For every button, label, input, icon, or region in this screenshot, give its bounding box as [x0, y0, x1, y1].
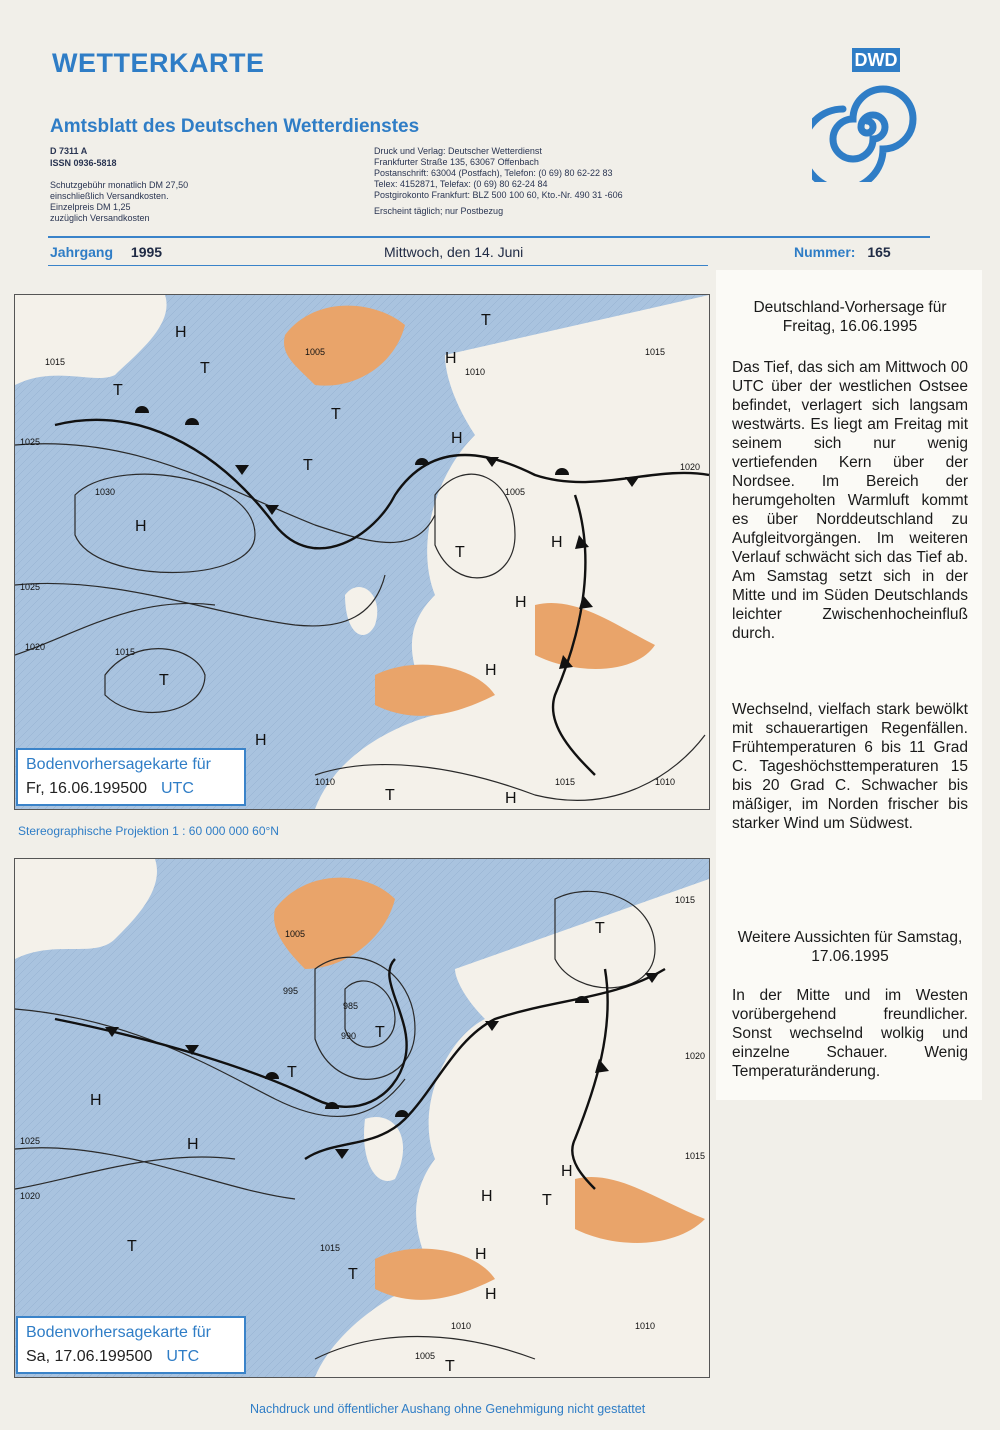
isobar-value: 1020 — [685, 1051, 706, 1061]
publisher-line: Druck und Verlag: Deutscher Wetterdienst — [374, 146, 542, 156]
isobar-value: 1015 — [45, 357, 66, 367]
pressure-high: H — [505, 790, 517, 807]
isobar-value: 985 — [343, 1001, 359, 1011]
map2-caption-date — [26, 1348, 236, 1366]
isobar-value: 1005 — [305, 347, 326, 357]
outlook-paragraph: In der Mitte und im Westen vorübergehend freundlicher. Sonst wechselnd wolkig und einzelne Schauer. Wenig Temperaturänderung. — [732, 987, 968, 1080]
pressure-high: H — [485, 1286, 497, 1303]
pressure-high: H — [481, 1188, 493, 1205]
dwd-logo-text: DWD — [852, 48, 900, 72]
publisher-line: Frankfurter Straße 135, 63067 Offenbach — [374, 157, 539, 167]
forecast-paragraph-1: Das Tief, das sich am Mittwoch 00 UTC über der westlichen Ostsee befindet, verlagert sich langsam westwärts. Es liegt am Freitag mit seinem sich nur wenig vertiefenden Kern über der Nordsee. Im Bereich der herumgeholten Warmluft kommt es über Norddeutschland zu Aufgleitvorgängen. Im weiteren Verlauf schwächt sich das Tief ab. Am Samstag setzt sich in der Mitte und im Süden Deutschlands leichter Zwischenhocheinfluß durch. — [732, 359, 968, 642]
year-label: Jahrgang — [50, 244, 114, 260]
pressure-low: T — [481, 312, 491, 329]
isobar-value: 1030 — [95, 487, 116, 497]
map1-caption-date — [26, 780, 236, 798]
footer-note: Nachdruck und öffentlicher Aushang ohne Genehmigung nicht gestattet — [250, 1402, 646, 1416]
projection-note: Stereographische Projektion 1 : 60 000 000 60°N — [18, 824, 279, 838]
fee-line: zuzüglich Versandkosten — [50, 213, 150, 223]
pressure-high: H — [175, 324, 187, 341]
pressure-low: T — [331, 406, 341, 423]
pressure-low: T — [127, 1238, 137, 1255]
isobar-value: 1015 — [115, 647, 136, 657]
header-rule-bottom — [48, 265, 708, 266]
isobar-value: 1010 — [635, 1321, 656, 1331]
pressure-low: T — [385, 787, 395, 804]
pressure-high: H — [135, 518, 147, 535]
outlook-heading: Weitere Aussichten für Samstag, 17.06.1995 — [737, 929, 963, 965]
pressure-low: T — [375, 1024, 385, 1041]
pressure-low: T — [445, 1358, 455, 1375]
map1-date: Fr, 16.06.199500 — [26, 780, 147, 797]
isobar-value: 1010 — [655, 777, 676, 787]
pressure-high: H — [551, 534, 563, 551]
isobar-value: 1015 — [645, 347, 666, 357]
publisher-line: Postgirokonto Frankfurt: BLZ 500 100 60, Kto.-Nr. 490 31 -606 — [374, 190, 623, 200]
isobar-value: 1015 — [555, 777, 576, 787]
forecast-heading: Deutschland-Vorhersage für Freitag, 16.06.1995 — [753, 299, 947, 335]
isobar-value: 1020 — [20, 1191, 41, 1201]
map1-svg — [15, 295, 709, 809]
issue-date: Mittwoch, den 14. Juni — [384, 244, 524, 260]
issn: ISSN 0936-5818 — [50, 158, 117, 168]
pressure-high: H — [451, 430, 463, 447]
isobar-value: 990 — [341, 1031, 357, 1041]
page-subtitle: Amtsblatt des Deutschen Wetterdienstes — [50, 116, 420, 137]
isobar-value: 1005 — [415, 1351, 436, 1361]
fee-info — [50, 180, 188, 224]
forecast-paragraph-2: Wechselnd, vielfach stark bewölkt mit schauerartigen Regenfällen. Frühtemperaturen 6 bis 11 Grad C. Tageshöchsttemperaturen 15 bis 20 Grad C. Schwacher bis mäßiger, im Norden frischer bis starker Wind um Südwest. — [732, 701, 968, 832]
publisher-line: Postanschrift: 63004 (Postfach), Telefon: (0 69) 80 62-22 83 — [374, 168, 613, 178]
isobar-value: 1025 — [20, 437, 41, 447]
publisher-info — [374, 146, 623, 217]
number-value: 165 — [867, 244, 891, 260]
pressure-low: T — [348, 1266, 358, 1283]
isobar-value: 1010 — [451, 1321, 472, 1331]
isobar-value: 1005 — [505, 487, 526, 497]
year-field — [50, 244, 162, 260]
pressure-low: T — [200, 360, 210, 377]
pressure-high: H — [485, 662, 497, 679]
pressure-low: T — [455, 544, 465, 561]
map2-svg — [15, 859, 709, 1377]
number-label: Nummer: — [794, 244, 856, 260]
map2-utc: UTC — [166, 1348, 200, 1365]
isobar-value: 1025 — [20, 1136, 41, 1146]
dwd-spiral-icon — [812, 72, 922, 182]
map1-caption — [16, 748, 246, 806]
pressure-high: H — [255, 732, 267, 749]
isobar-value: 1020 — [680, 462, 701, 472]
pressure-low: T — [113, 382, 123, 399]
pressure-high: H — [445, 350, 457, 367]
pressure-high: H — [515, 594, 527, 611]
isobar-value: 1005 — [285, 929, 306, 939]
year-value: 1995 — [130, 244, 163, 260]
forecast-map-friday — [14, 294, 710, 810]
map2-caption-title: Bodenvorhersagekarte für — [26, 1324, 211, 1341]
pressure-high: H — [561, 1163, 573, 1180]
schedule-line: Erscheint täglich; nur Postbezug — [374, 206, 504, 216]
forecast-map-saturday — [14, 858, 710, 1378]
isobar-value: 1015 — [675, 895, 696, 905]
pressure-high: H — [90, 1092, 102, 1109]
pressure-high: H — [475, 1246, 487, 1263]
isobar-value: 1010 — [315, 777, 336, 787]
pressure-high: H — [187, 1136, 199, 1153]
map2-date: Sa, 17.06.199500 — [26, 1348, 153, 1365]
fee-line: Schutzgebühr monatlich DM 27,50 — [50, 180, 189, 190]
fee-line: einschließlich Versandkosten. — [50, 191, 169, 201]
isobar-value: 1010 — [465, 367, 486, 377]
publisher-line: Telex: 4152871, Telefax: (0 69) 80 62-24 84 — [374, 179, 548, 189]
header-rule-top — [48, 236, 930, 238]
isobar-value: 1015 — [685, 1151, 706, 1161]
pressure-low: T — [159, 672, 169, 689]
pressure-low: T — [303, 457, 313, 474]
publication-code: D 7311 A — [50, 146, 88, 156]
fee-line: Einzelpreis DM 1,25 — [50, 202, 131, 212]
map2-caption — [16, 1316, 246, 1374]
pressure-low: T — [595, 920, 605, 937]
map1-caption-title: Bodenvorhersagekarte für — [26, 756, 211, 773]
isobar-value: 1025 — [20, 582, 41, 592]
isobar-value: 1020 — [25, 642, 46, 652]
pressure-low: T — [287, 1064, 297, 1081]
page-title: WETTERKARTE — [52, 48, 265, 78]
pressure-low: T — [542, 1192, 552, 1209]
map1-utc: UTC — [160, 780, 194, 797]
isobar-value: 995 — [283, 986, 299, 996]
isobar-value: 1015 — [320, 1243, 341, 1253]
issue-number — [794, 244, 891, 260]
